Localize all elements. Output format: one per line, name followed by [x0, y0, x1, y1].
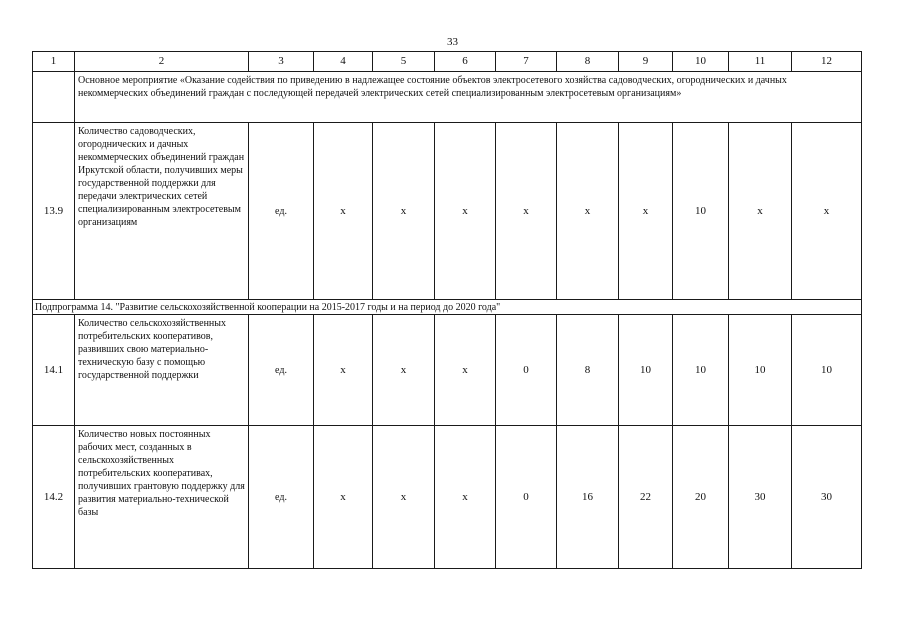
- subprogram-title: Подпрограмма 14. "Развитие сельскохозяйственной кооперации на 2015-2017 годы и на период до 2020 года": [33, 300, 862, 315]
- empty-cell: [33, 72, 75, 123]
- column-header: 5: [373, 52, 435, 72]
- value-cell: 0: [496, 315, 557, 426]
- row-id: 14.2: [33, 426, 75, 569]
- row-id: 13.9: [33, 123, 75, 300]
- value-cell: х: [557, 123, 619, 300]
- value-cell: 0: [496, 426, 557, 569]
- value-cell: х: [729, 123, 792, 300]
- value-cell: х: [435, 315, 496, 426]
- value-cell: х: [314, 426, 373, 569]
- value-cell: х: [435, 123, 496, 300]
- column-header: 10: [673, 52, 729, 72]
- value-cell: 10: [792, 315, 862, 426]
- value-cell: х: [619, 123, 673, 300]
- value-cell: 30: [729, 426, 792, 569]
- page-number: 33: [447, 36, 458, 48]
- value-cell: х: [373, 123, 435, 300]
- indicator-name: Количество новых постоянных рабочих мест, созданных в сельскохозяйственных потребительских кооперативах, получивших грантовую поддержку для развития материально-технической базы: [75, 426, 249, 569]
- value-cell: 30: [792, 426, 862, 569]
- section-row: [33, 72, 862, 123]
- column-header: 4: [314, 52, 373, 72]
- value-cell: 10: [619, 315, 673, 426]
- column-header: 11: [729, 52, 792, 72]
- unit-cell: ед.: [249, 123, 314, 300]
- column-number-row: [33, 52, 862, 72]
- indicator-name: Количество садоводческих, огороднических и дачных некоммерческих объединений граждан Иркутской области, получивших меры государственной поддержки для передачи электрических сетей специализированным электросетевым организациям: [75, 123, 249, 300]
- value-cell: 20: [673, 426, 729, 569]
- column-header: 6: [435, 52, 496, 72]
- section-title: Основное мероприятие «Оказание содействия по приведению в надлежащее состояние объектов электросетевого хозяйства садоводческих, огороднических и дачных некоммерческих объединений граждан с последующей передачей электрических сетей специализированным электросетевым организациям»: [75, 72, 862, 123]
- column-header: 3: [249, 52, 314, 72]
- value-cell: х: [373, 315, 435, 426]
- subprogram-row: [33, 300, 862, 315]
- unit-cell: ед.: [249, 315, 314, 426]
- value-cell: 10: [673, 315, 729, 426]
- value-cell: х: [314, 315, 373, 426]
- value-cell: х: [496, 123, 557, 300]
- value-cell: 8: [557, 315, 619, 426]
- unit-cell: ед.: [249, 426, 314, 569]
- table-row: [33, 123, 862, 300]
- column-header: 2: [75, 52, 249, 72]
- value-cell: х: [314, 123, 373, 300]
- column-header: 8: [557, 52, 619, 72]
- table-row: [33, 315, 862, 426]
- column-header: 7: [496, 52, 557, 72]
- row-id: 14.1: [33, 315, 75, 426]
- value-cell: х: [435, 426, 496, 569]
- column-header: 1: [33, 52, 75, 72]
- value-cell: 10: [673, 123, 729, 300]
- indicators-table: [32, 51, 862, 569]
- column-header: 9: [619, 52, 673, 72]
- value-cell: 22: [619, 426, 673, 569]
- value-cell: х: [792, 123, 862, 300]
- value-cell: 10: [729, 315, 792, 426]
- table-row: [33, 426, 862, 569]
- indicator-name: Количество сельскохозяйственных потребительских кооперативов, развивших свою материально-техническую базу с помощью государственной поддержки: [75, 315, 249, 426]
- value-cell: х: [373, 426, 435, 569]
- column-header: 12: [792, 52, 862, 72]
- value-cell: 16: [557, 426, 619, 569]
